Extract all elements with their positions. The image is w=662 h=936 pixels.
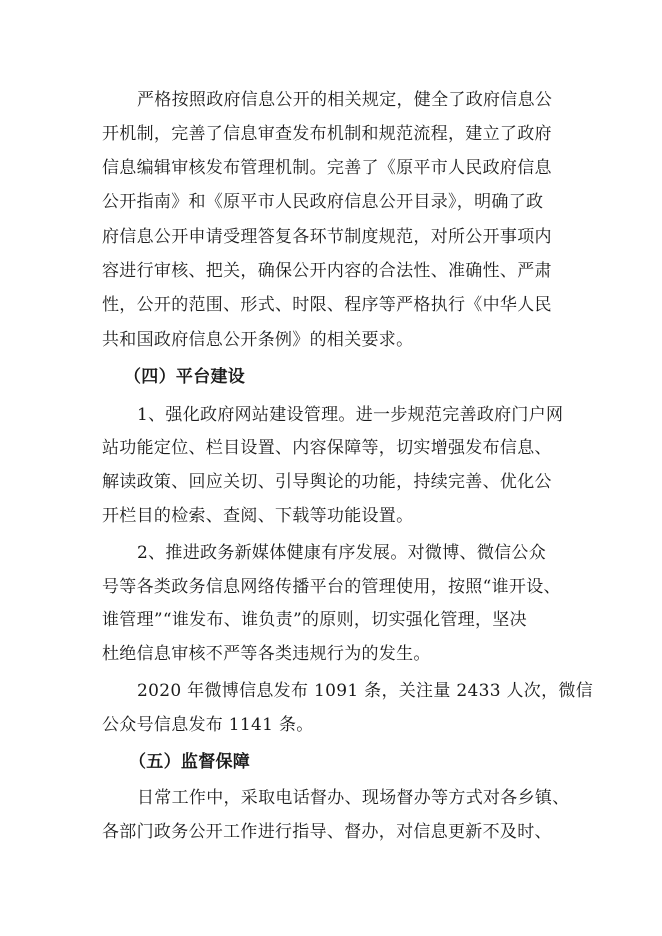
para1-line-7: 性，公开的范围、形式、时限、程序等严格执行《中华人民 (102, 295, 552, 315)
para2-line-4: 开栏目的检索、查阅、下载等功能设置。 (102, 506, 414, 526)
section-heading-4: （四）平台建设 (124, 367, 246, 387)
section-heading-5: （五）监督保障 (129, 752, 251, 772)
para5-line-2: 各部门政务公开工作进行指导、督办，对信息更新不及时、 (102, 822, 552, 842)
para1-line-2: 开机制，完善了信息审查发布机制和规范流程，建立了政府 (102, 124, 552, 144)
para3-line-3: 谁管理”“谁发布、谁负责”的原则，切实强化管理，坚决 (102, 610, 527, 630)
para1-line-8: 共和国政府信息公开条例》的相关要求。 (102, 330, 414, 350)
para2-line-2: 站功能定位、栏目设置、内容保障等，切实增强发布信息、 (102, 438, 552, 458)
para1-line-3: 信息编辑审核发布管理机制。完善了《原平市人民政府信息 (102, 158, 552, 178)
para4-line-2: 公众号信息发布 1141 条。 (102, 715, 314, 735)
para1-line-6: 容进行审核、把关，确保公开内容的合法性、准确性、严肃 (102, 261, 552, 281)
para1-line-5: 府信息公开申请受理答复各环节制度规范，对所公开事项内 (102, 227, 552, 247)
para3-line-2: 号等各类政务信息网络传播平台的管理使用，按照“谁开设、 (102, 577, 561, 597)
para1-line-4: 公开指南》和《原平市人民政府信息公开目录》，明确了政 (102, 192, 544, 212)
para2-line-1: 1、强化政府网站建设管理。进一步规范完善政府门户网 (137, 405, 564, 425)
para1-line-1: 严格按照政府信息公开的相关规定，健全了政府信息公 (137, 90, 553, 110)
para5-line-1: 日常工作中，采取电话督办、现场督办等方式对各乡镇、 (137, 788, 570, 808)
para3-line-4: 杜绝信息审核不严等各类违规行为的发生。 (102, 644, 431, 664)
para3-line-1: 2、推进政务新媒体健康有序发展。对微博、微信公众 (137, 543, 547, 563)
para2-line-3: 解读政策、回应关切、引导舆论的功能，持续完善、优化公 (102, 472, 552, 492)
para4-line-1: 2020 年微博信息发布 1091 条，关注量 2433 人次，微信 (137, 681, 594, 701)
